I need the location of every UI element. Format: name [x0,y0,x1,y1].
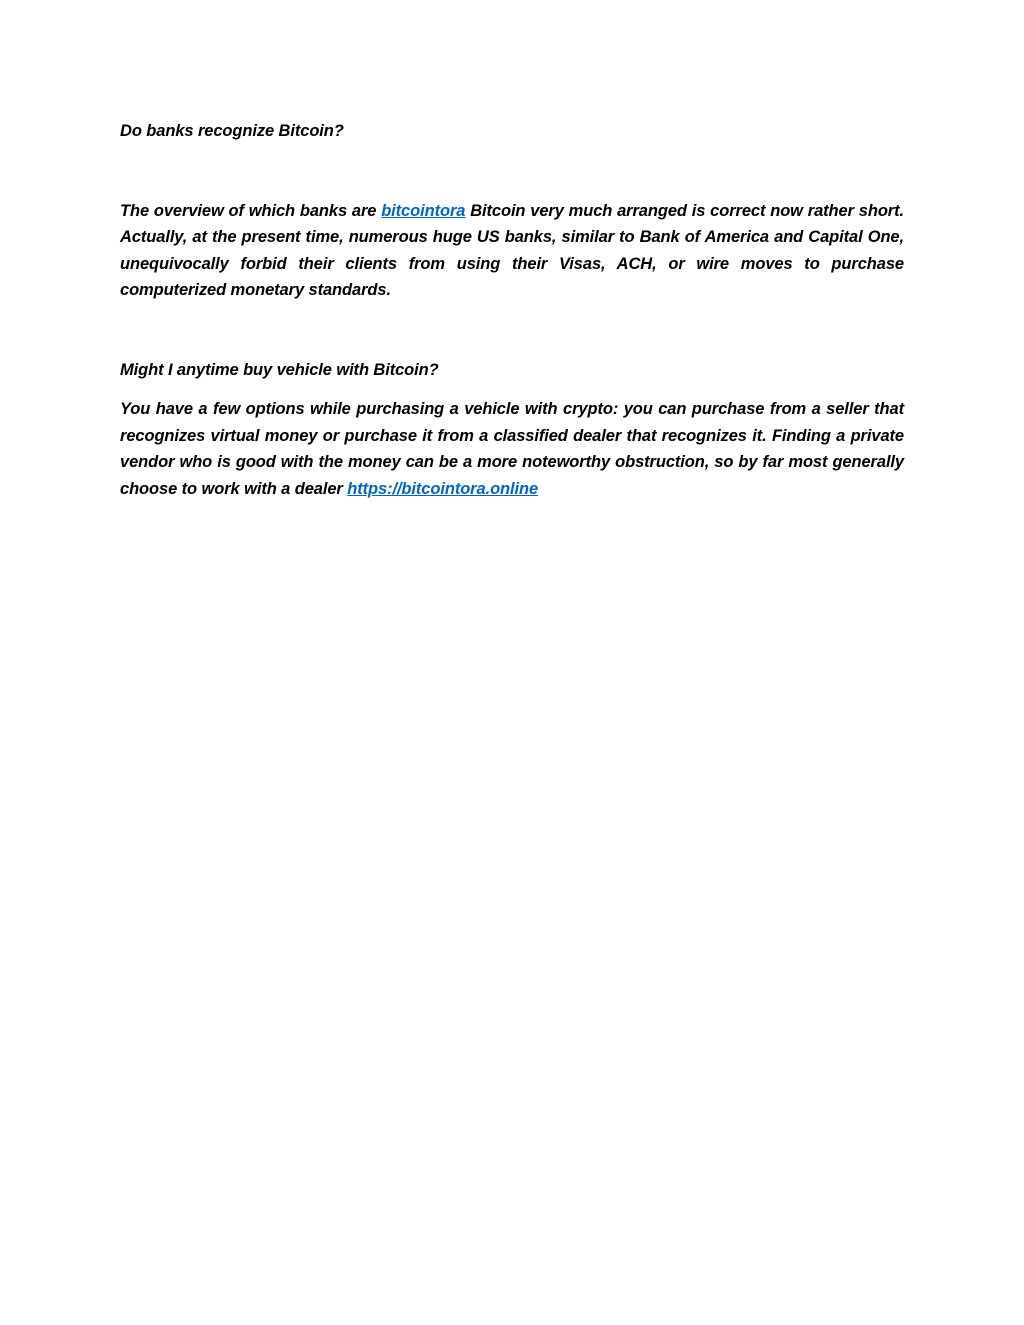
paragraph-text-before-link: You have a few options while purchasing a vehicle with crypto: you can purchase from a seller that recognizes virtual money or purchase it from a classified dealer that recognizes it. Finding a private vendor who is good with the money can be a more noteworthy obstruction, so by far most generally choose to work with a dealer [120,400,904,498]
paragraph-banks-overview [120,198,904,304]
bitcointora-online-url-link[interactable]: https://bitcointora.online [347,479,539,498]
heading-banks-recognize-bitcoin: Do banks recognize Bitcoin? [120,122,344,140]
bitcointora-link[interactable]: bitcointora [381,201,466,220]
paragraph-text-after-link: Bitcoin very much arranged is correct now rather short. Actually, at the present time, numerous huge US banks, similar to Bank of America and Capital One, unequivocally forbid their clients from using their Visas, ACH, or wire moves to purchase computerized monetary standards. [120,201,905,299]
heading-buy-vehicle-with-bitcoin: Might I anytime buy vehicle with Bitcoin? [120,360,439,379]
paragraph-vehicle-options [120,396,904,502]
document-body [120,118,904,502]
paragraph-text-before-link: The overview of which banks are [120,201,382,220]
